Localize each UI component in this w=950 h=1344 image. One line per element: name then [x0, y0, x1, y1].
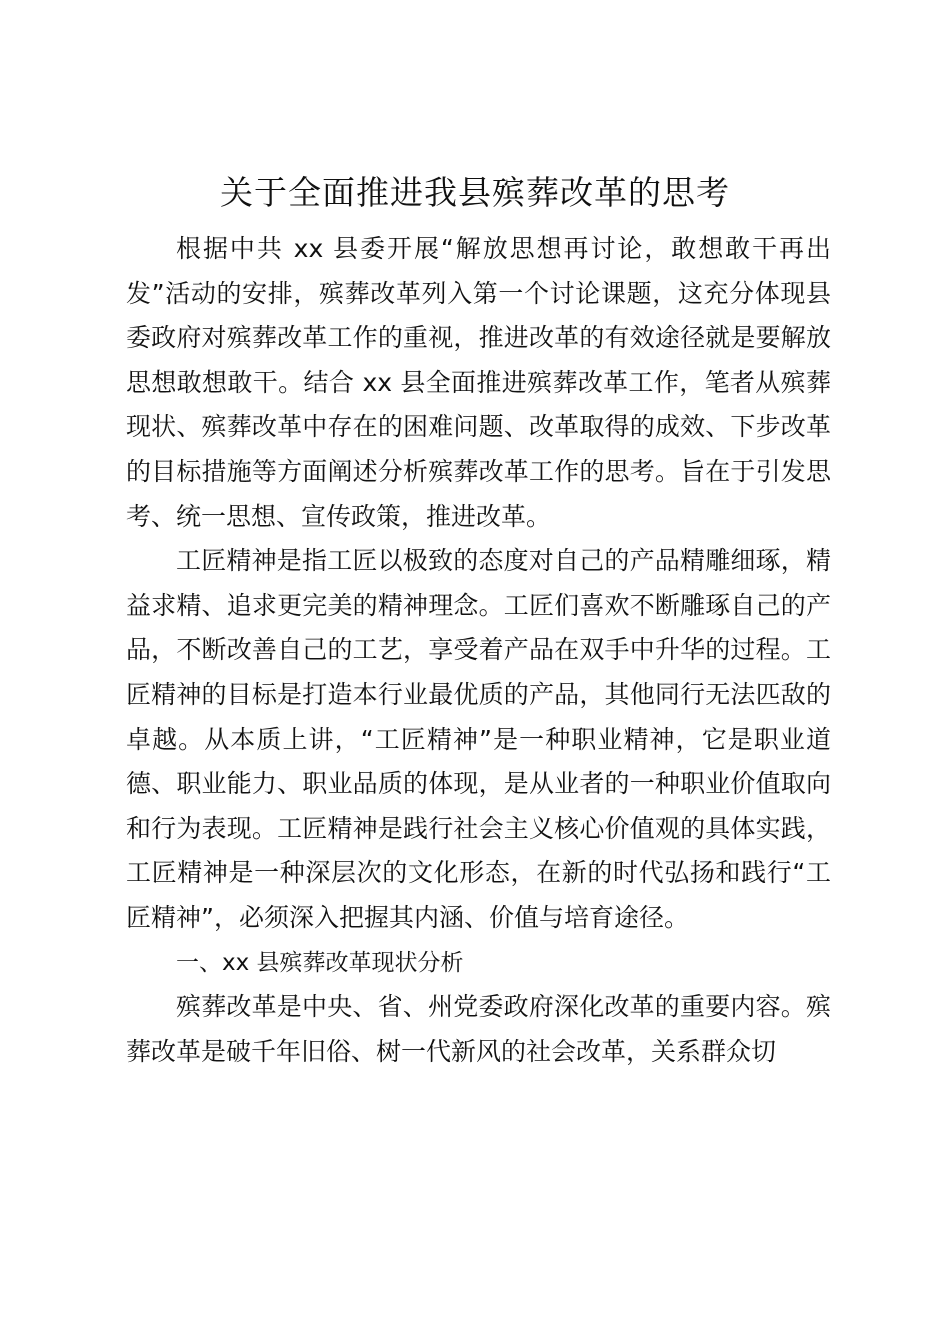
- section-heading: 一、xx 县殡葬改革现状分析: [176, 949, 464, 976]
- paragraph-intro: 根据中共 xx 县委开展“解放思想再讨论，敢想敢干再出发”活动的安排，殡葬改革列入第一个讨论课题，这充分体现县委政府对殡葬改革工作的重视，推进改革的有效途径就是要解放思想敢想敢干。结合 xx 县全面推进殡葬改革工作，笔者从殡葬现状、殡葬改革中存在的困难问题、改革取得的成效、下步改革的目标措施等方面阐述分析殡葬改革工作的思考。旨在于引发思考、统一思想、宣传政策，推进改革。: [126, 234, 831, 531]
- section-paragraph: 殡葬改革是中央、省、州党委政府深化改革的重要内容。殡葬改革是破千年旧俗、树一代新风的社会改革，关系群众切: [126, 992, 831, 1066]
- paragraph-craftsman-spirit: 工匠精神是指工匠以极致的态度对自己的产品精雕细琢，精益求精、追求更完美的精神理念。工匠们喜欢不断雕琢自己的产品，不断改善自己的工艺，享受着产品在双手中升华的过程。工匠精神的目标是打造本行业最优质的产品，其他同行无法匹敌的卓越。从本质上讲，“工匠精神”是一种职业精神，它是职业道德、职业能力、职业品质的体现，是从业者的一种职业价值取向和行为表现。工匠精神是践行社会主义核心价值观的具体实践，工匠精神是一种深层次的文化形态，在新的时代弘扬和践行“工匠精神”，必须深入把握其内涵、价值与培育途径。: [126, 546, 831, 932]
- document-title: 关于全面推进我县殡葬改革的思考: [220, 173, 730, 212]
- document-body: [126, 227, 831, 1074]
